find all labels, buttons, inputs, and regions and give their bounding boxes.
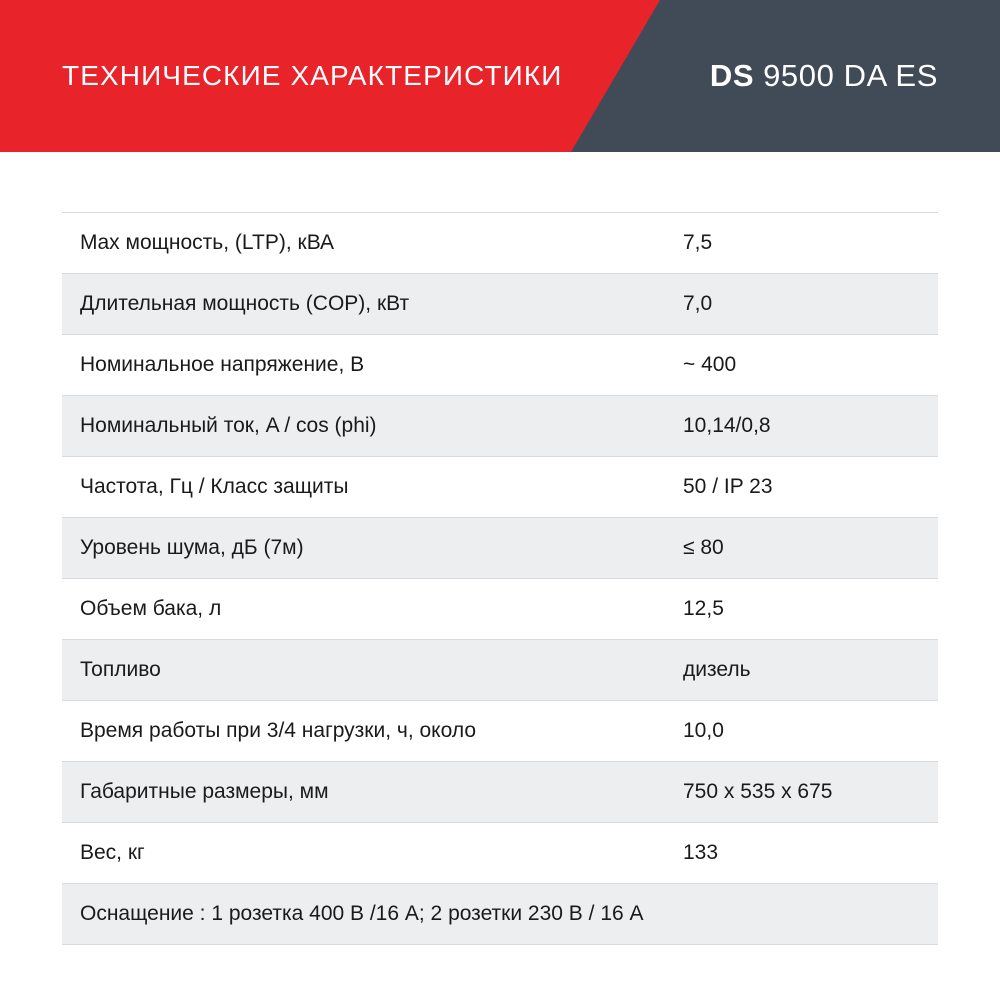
spec-value: 133 xyxy=(680,823,938,884)
spec-value: 12,5 xyxy=(680,579,938,640)
spec-value: 10,0 xyxy=(680,701,938,762)
table-row xyxy=(62,579,938,640)
spec-label: Длительная мощность (COP), кВт xyxy=(62,274,680,335)
table-row xyxy=(62,457,938,518)
spec-value: 750 x 535 x 675 xyxy=(680,762,938,823)
table-row xyxy=(62,213,938,274)
model-prefix: DS xyxy=(709,58,755,93)
spec-label: Вес, кг xyxy=(62,823,680,884)
table-row xyxy=(62,274,938,335)
spec-label: Номинальное напряжение, В xyxy=(62,335,680,396)
spec-label: Уровень шума, дБ (7м) xyxy=(62,518,680,579)
spec-value: 50 / IP 23 xyxy=(680,457,938,518)
spec-value: дизель xyxy=(680,640,938,701)
spec-value: 10,14/0,8 xyxy=(680,396,938,457)
spec-value: 7,5 xyxy=(680,213,938,274)
table-row xyxy=(62,823,938,884)
spec-label: Номинальный ток, A / cos (phi) xyxy=(62,396,680,457)
page-header xyxy=(0,0,1000,152)
model-name xyxy=(710,0,938,152)
table-row-equipment xyxy=(62,884,938,945)
table-row xyxy=(62,396,938,457)
spec-value: ≤ 80 xyxy=(680,518,938,579)
table-body xyxy=(62,213,938,945)
equipment-text: Оснащение : 1 розетка 400 В /16 A; 2 розетки 230 В / 16 A xyxy=(62,884,938,945)
page-title: ТЕХНИЧЕСКИЕ ХАРАКТЕРИСТИКИ xyxy=(62,60,563,91)
table-row xyxy=(62,335,938,396)
spec-label: Габаритные размеры, мм xyxy=(62,762,680,823)
spec-label: Топливо xyxy=(62,640,680,701)
spec-label: Время работы при 3/4 нагрузки, ч, около xyxy=(62,701,680,762)
table-row xyxy=(62,640,938,701)
spec-label: Max мощность, (LTP), кВА xyxy=(62,213,680,274)
spec-value: ~ 400 xyxy=(680,335,938,396)
spec-value: 7,0 xyxy=(680,274,938,335)
spec-label: Объем бака, л xyxy=(62,579,680,640)
table-row xyxy=(62,762,938,823)
spec-label: Частота, Гц / Класс защиты xyxy=(62,457,680,518)
table-row xyxy=(62,518,938,579)
specifications-table xyxy=(62,212,938,945)
table-row xyxy=(62,701,938,762)
model-number: 9500 DA ES xyxy=(763,58,938,93)
